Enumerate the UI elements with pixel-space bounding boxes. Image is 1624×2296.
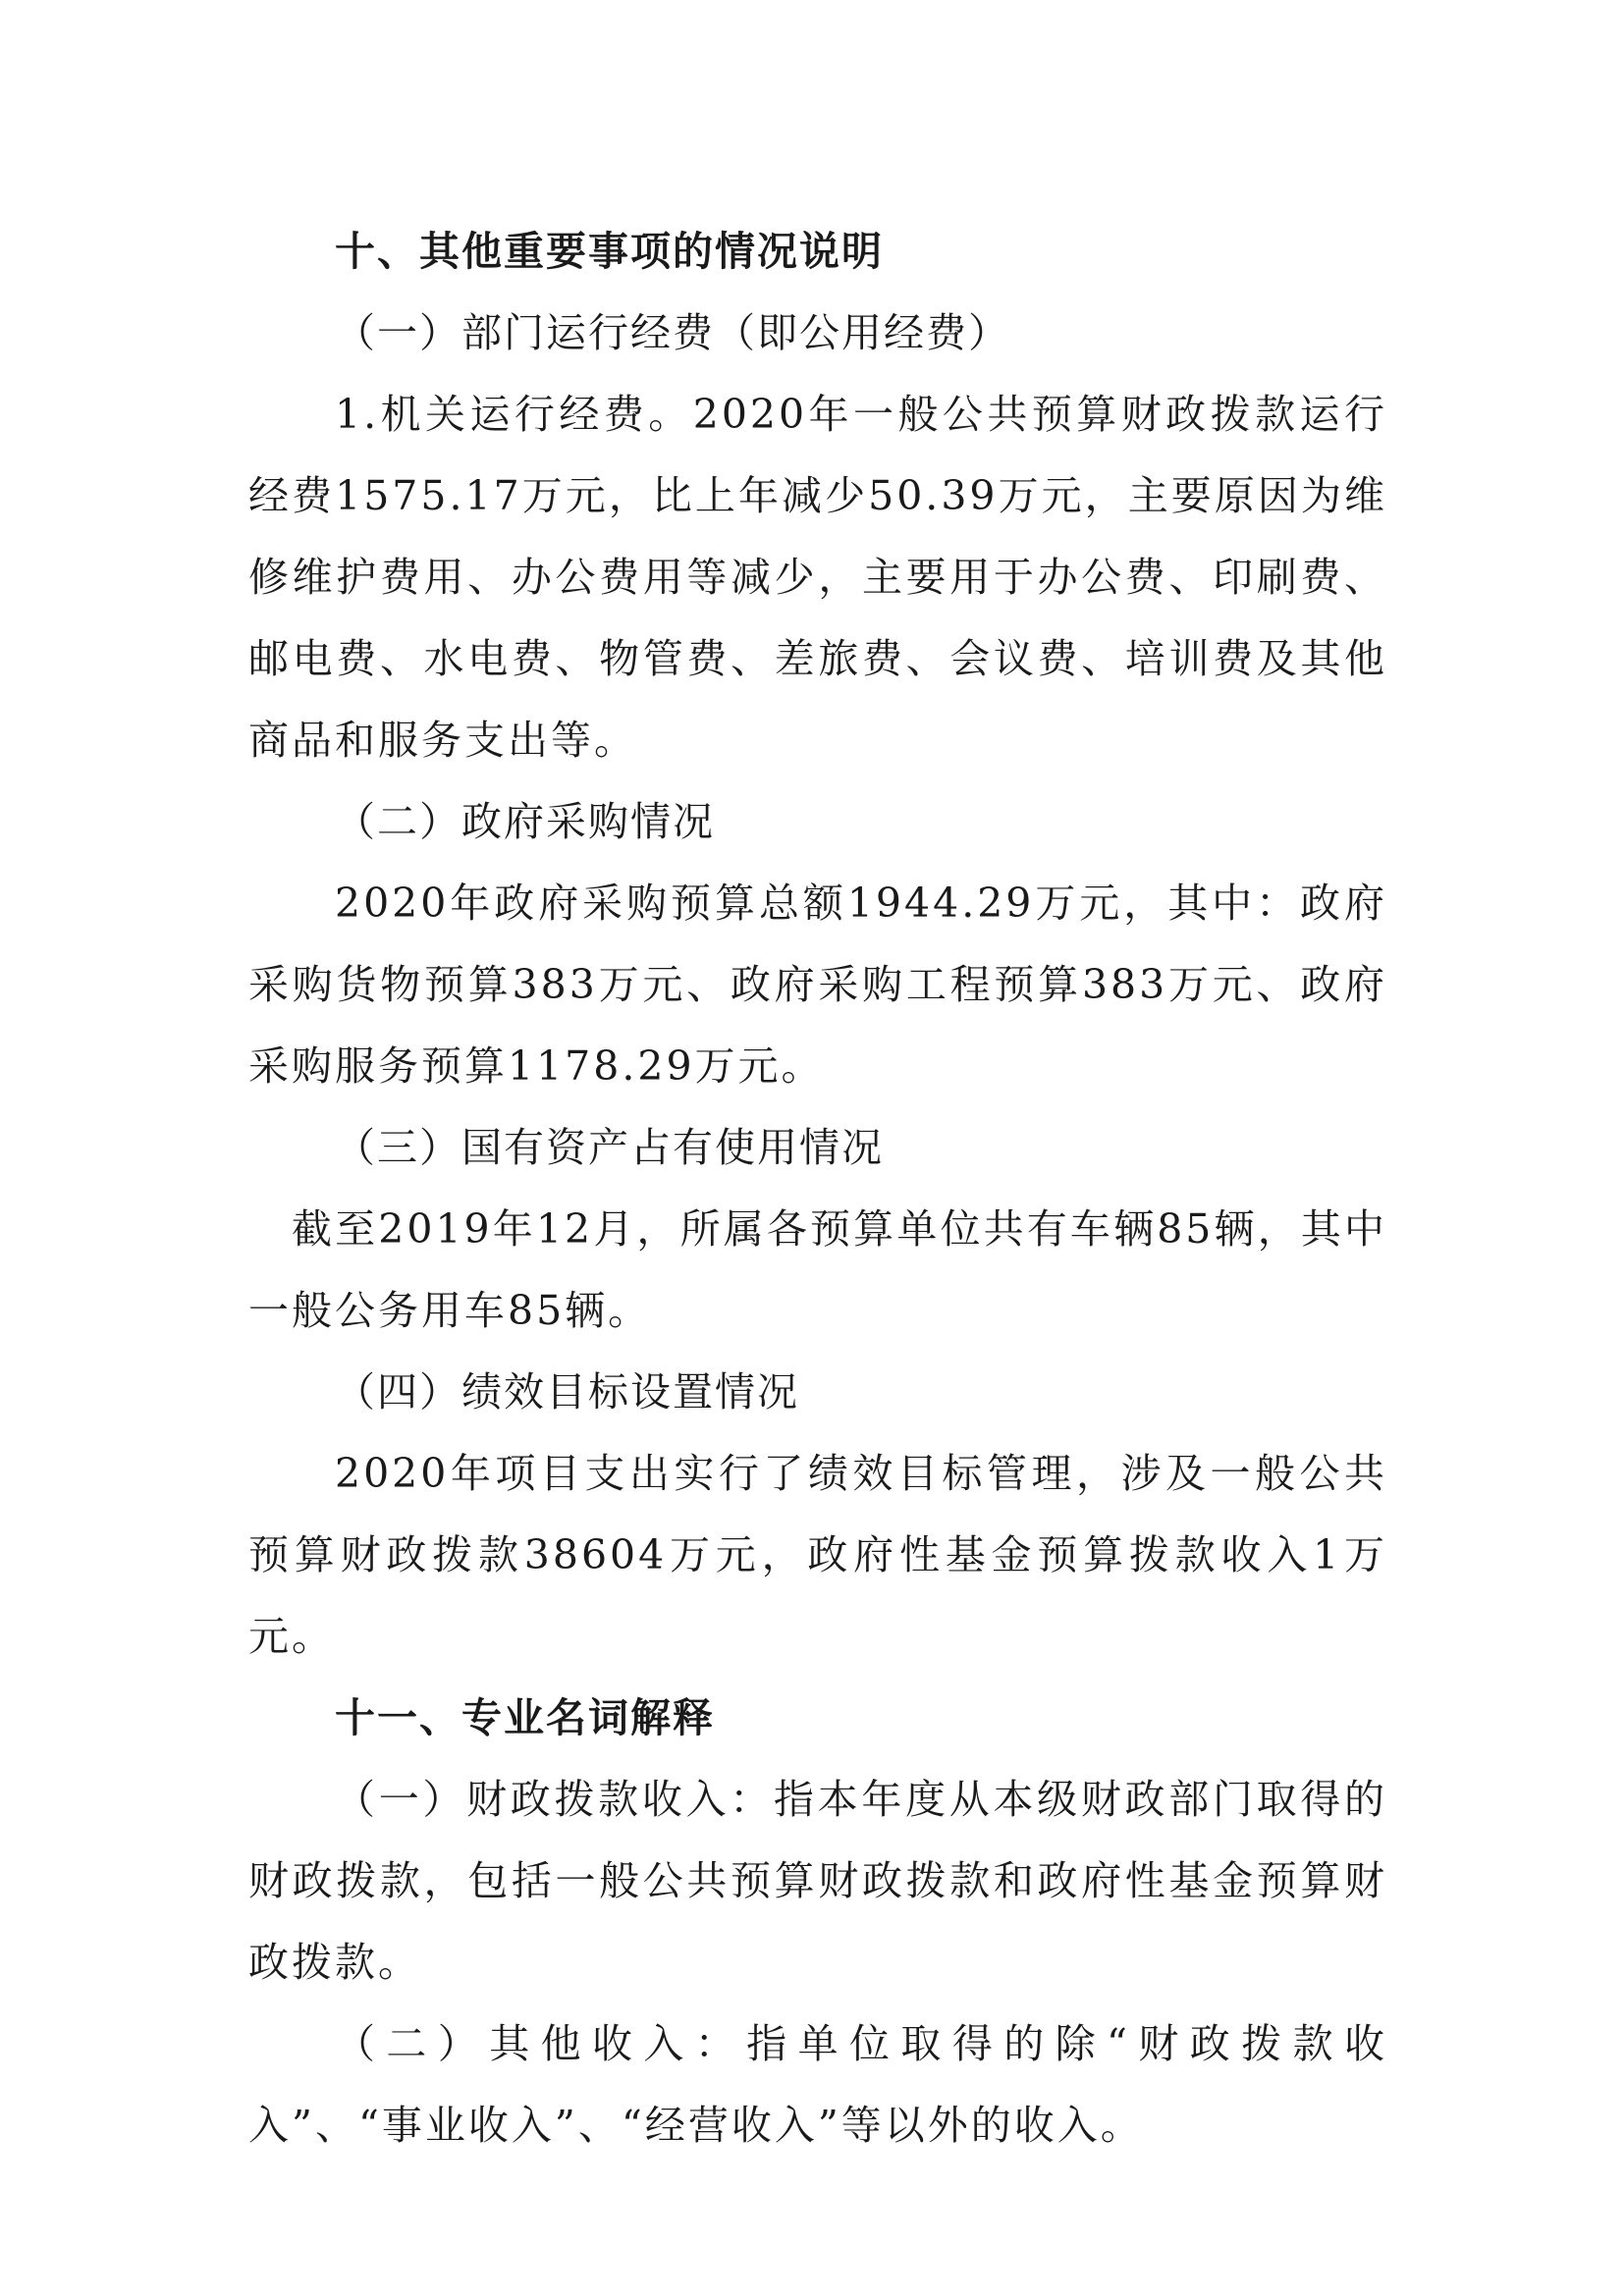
section-10-1-subheading: （一）部门运行经费（即公用经费） [335, 309, 1010, 356]
section-10-3-subheading: （三）国有资产占有使用情况 [335, 1124, 884, 1171]
section-10-1-paragraph: 1.机关运行经费。2020年一般公共预算财政拨款运行经费1575.17万元，比上年减少50.39万元，主要原因为维修维护费用、办公费用等减少，主要用于办公费、印刷费、邮电费、水电费、物管费、差旅费、会议费、培训费及其他商品和服务支出等。 [248, 391, 1387, 764]
section-11-1-paragraph: （一）财政拨款收入：指本年度从本级财政部门取得的财政拨款，包括一般公共预算财政拨款和政府性基金预算财政拨款。 [248, 1776, 1387, 1986]
document-body [248, 211, 1387, 2166]
section-10-2-subheading: （二）政府采购情况 [335, 798, 715, 845]
section-11-2-paragraph: （二）其他收入：指单位取得的除“财政拨款收入”、“事业收入”、“经营收入”等以外的收入。 [248, 2020, 1387, 2149]
section-10-4-paragraph: 2020年项目支出实行了绩效目标管理，涉及一般公共预算财政拨款38604万元，政府性基金预算拨款收入1万元。 [248, 1450, 1387, 1660]
section-10-2-paragraph: 2020年政府采购预算总额1944.29万元，其中：政府采购货物预算383万元、政府采购工程预算383万元、政府采购服务预算1178.29万元。 [248, 880, 1387, 1090]
section-10-3-paragraph: 截至2019年12月，所属各预算单位共有车辆85辆，其中一般公务用车85辆。 [248, 1205, 1387, 1334]
section-10-heading: 十、其他重要事项的情况说明 [335, 228, 884, 275]
section-11-heading: 十一、专业名词解释 [335, 1694, 715, 1741]
section-10-4-subheading: （四）绩效目标设置情况 [335, 1368, 799, 1415]
